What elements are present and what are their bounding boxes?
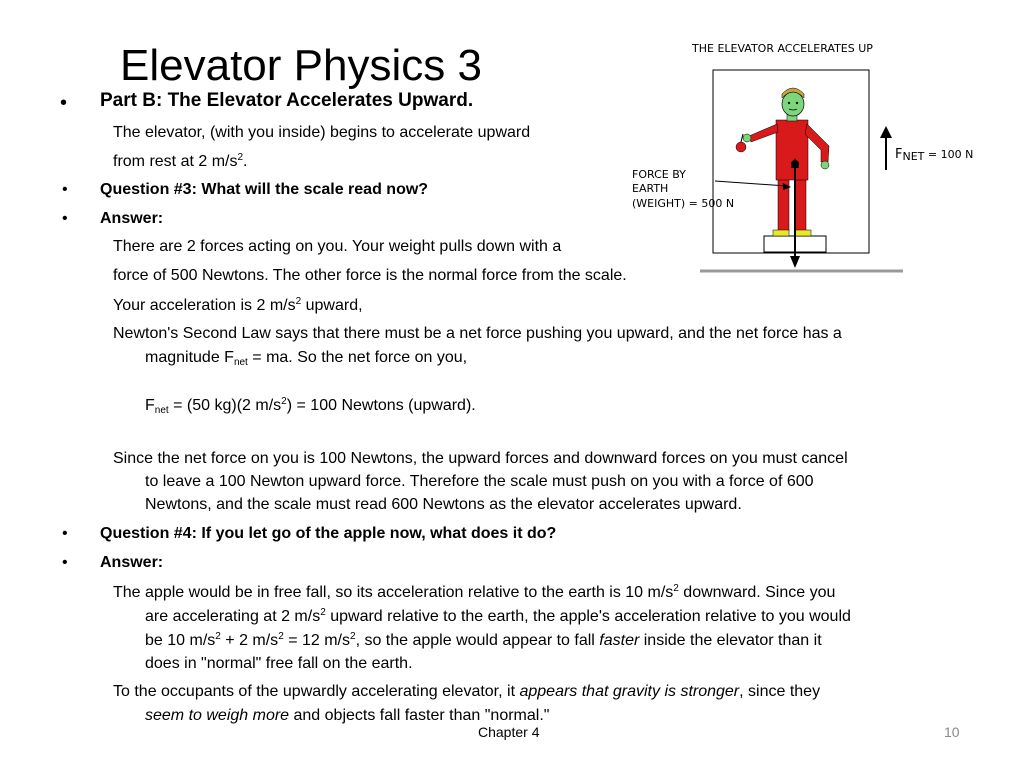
force-label-line3: (WEIGHT) = 500 N: [632, 197, 735, 210]
bullet: •: [60, 92, 68, 114]
person-left-hand: [743, 134, 751, 142]
answer-3-line3: Your acceleration is 2 $m/s^2$ upward,: [113, 296, 363, 314]
answer-4-line1: The apple would be in free fall, so its acceleration relative to the earth is 10 $m/s^2$ downward. Since you: [113, 583, 836, 601]
answer-3-line4: Newton's Second Law says that there must be a net force pushing you upward, and the net force has a: [113, 325, 842, 342]
bullet: •: [62, 554, 68, 571]
part-b-line2: from rest at 2 $m/s^2$.: [113, 152, 248, 170]
question-4: Question #4: If you let go of the apple now, what does it do?: [100, 525, 557, 542]
person-right-shoe: [795, 230, 811, 236]
answer-3-line9: Newtons, and the scale must read 600 Newtons as the elevator accelerates upward.: [145, 496, 742, 513]
answer-3-label: Answer:: [100, 210, 164, 227]
apple: [736, 142, 746, 152]
footer-page-number: 10: [944, 724, 960, 740]
person-torso: [776, 120, 808, 180]
bullet: •: [62, 525, 68, 542]
bullet: •: [62, 181, 68, 198]
slide-title: Elevator Physics 3: [120, 41, 482, 90]
part-b-heading: Part B: The Elevator Accelerates Upward.: [100, 90, 474, 111]
answer-4-line5: To the occupants of the upwardly accelerating elevator, it appears that gravity is stronger, since they: [113, 683, 821, 700]
force-label-line2: EARTH: [632, 182, 669, 195]
net-force-label: FNET = 100 N: [895, 147, 974, 163]
person-head: [782, 92, 804, 116]
net-force-arrowhead: [880, 126, 892, 138]
person-left-arm: [749, 124, 778, 142]
person-left-eye: [788, 102, 790, 104]
apple-stem: [741, 134, 743, 142]
answer-3-line1: There are 2 forces acting on you. Your weight pulls down with a: [113, 238, 562, 255]
person-left-shoe: [773, 230, 789, 236]
weight-arrowhead: [790, 256, 800, 268]
answer-3-line2: force of 500 Newtons. The other force is the normal force from the scale.: [113, 267, 627, 284]
answer-4-line3: be 10 $m/s^2 + 2$ $m/s^2 = 12$ $m/s^2$, so the apple would appear to fall faster inside the elevator than it: [145, 631, 822, 649]
answer-4-line2: are accelerating at 2 $m/s^2$ upward relative to the earth, the apple's acceleration relative to you would: [145, 607, 851, 625]
answer-4-line4: does in "normal" free fall on the earth.: [145, 655, 413, 672]
elevator-diagram: [625, 38, 1010, 278]
answer-3-line7: Since the net force on you is 100 Newtons, the upward forces and downward forces on you must cancel: [113, 450, 848, 467]
answer-3-line8: to leave a 100 Newton upward force. Therefore the scale must push on you with a force of 600: [145, 473, 814, 490]
diagram-heading: THE ELEVATOR ACCELERATES UP: [692, 42, 873, 55]
answer-4-line6: seem to weigh more and objects fall faster than "normal.": [145, 707, 550, 724]
force-label-line1: FORCE BY: [632, 168, 686, 181]
part-b-line1: The elevator, (with you inside) begins to accelerate upward: [113, 124, 531, 141]
answer-3-equation: $F_{net} = (50$ kg)(2 $m/s^2) = 100$ Newtons (upward).: [145, 396, 476, 416]
question-3: Question #3: What will the scale read now?: [100, 181, 429, 198]
person-right-eye: [796, 102, 798, 104]
person-right-hand: [821, 161, 829, 169]
person-right-leg: [795, 176, 806, 231]
answer-4-label: Answer:: [100, 554, 164, 571]
footer-chapter: Chapter 4: [478, 724, 540, 740]
person-right-arm: [805, 124, 829, 162]
bullet: •: [62, 210, 68, 227]
answer-3-line5: magnitude $F_{net}$ = ma. So the net force on you,: [145, 349, 468, 368]
weight-label-pointer: [715, 181, 787, 186]
